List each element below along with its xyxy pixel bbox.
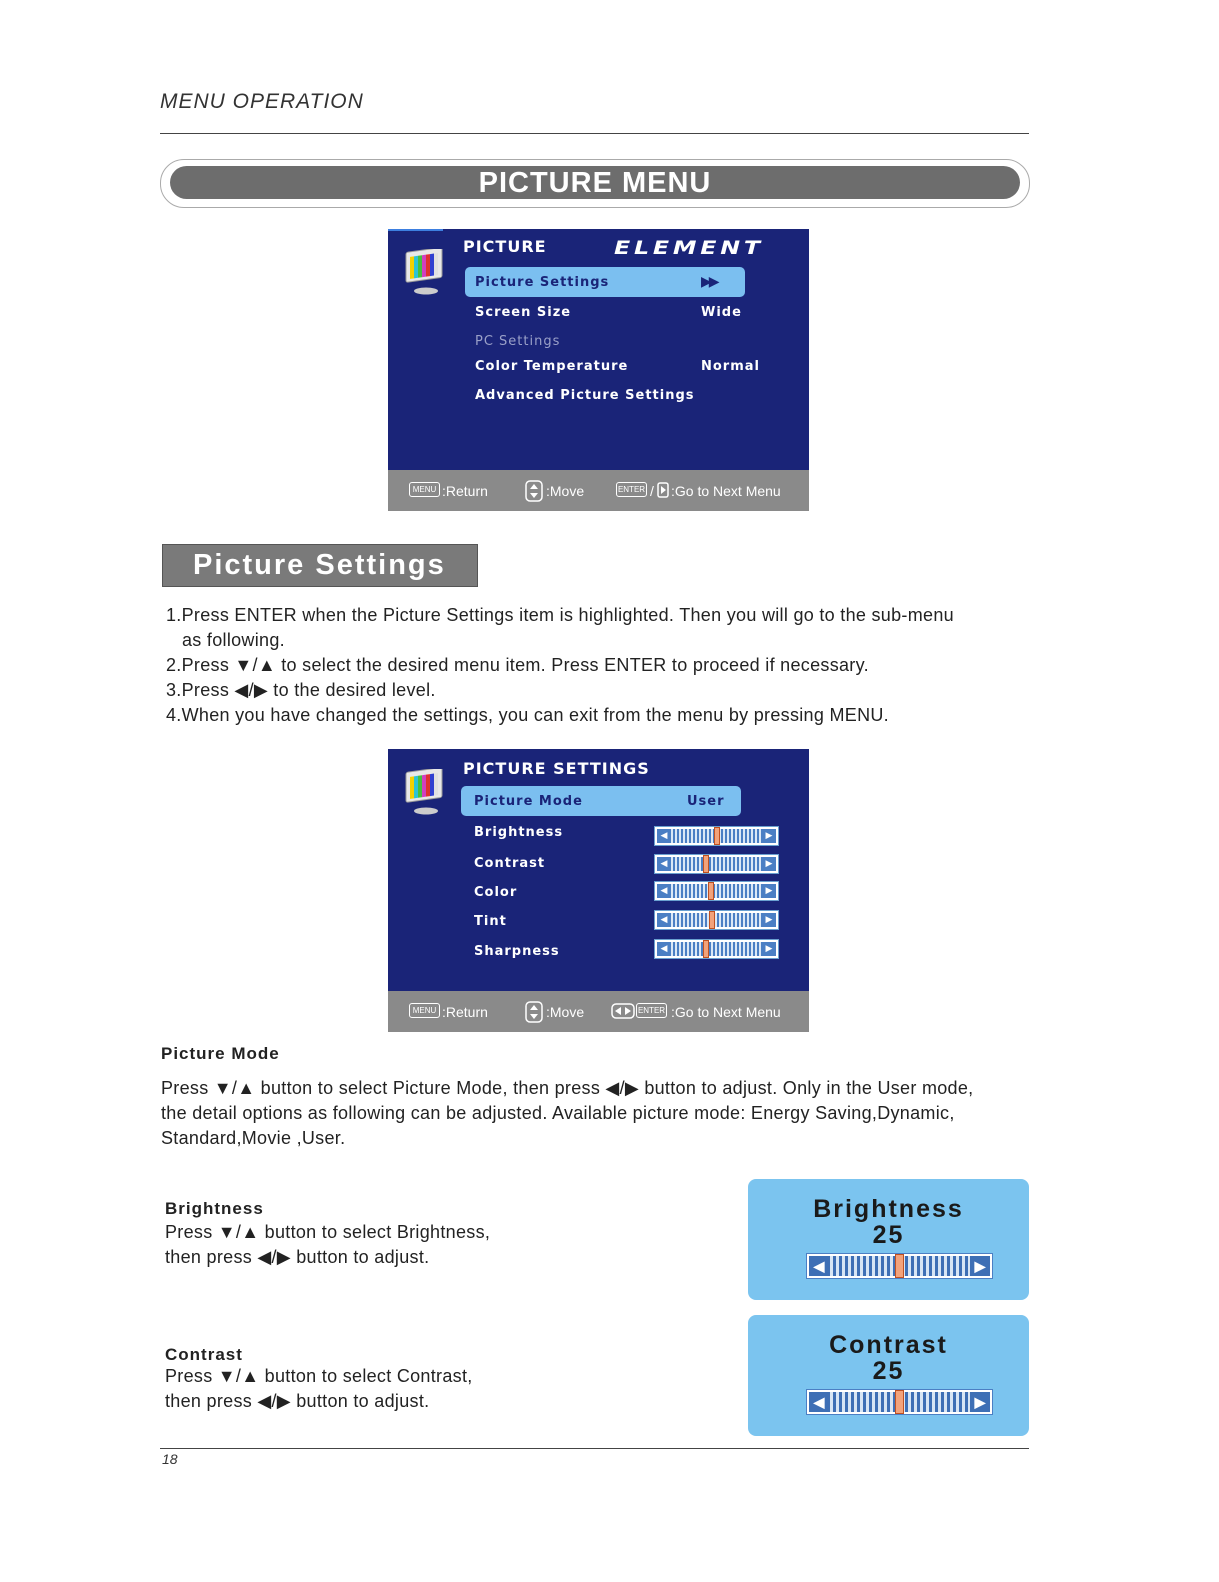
picture-mode-line-1: Press ▼/▲ button to select Picture Mode, then press ◀/▶ button to adjust. Only in the User mode, [161, 1078, 974, 1098]
enter-key-icon: ENTER [616, 482, 647, 497]
osd-footer [388, 470, 809, 511]
brightness-popup [748, 1179, 1029, 1300]
picture-settings-screen [388, 749, 809, 1032]
menu-item-color-temperature[interactable]: Color Temperature [475, 359, 629, 374]
contrast-popup-value: 25 [872, 1357, 905, 1385]
page-number: 18 [162, 1451, 178, 1467]
sharpness-slider[interactable]: ◀ ▶ [654, 939, 779, 959]
contrast-slider[interactable]: ◀ ▶ [654, 854, 779, 874]
instruction-4: 4.When you have changed the settings, you can exit from the menu by pressing MENU. [166, 705, 889, 725]
brand-logo: ELEMENT [614, 237, 764, 259]
instruction-2: 2.Press ▼/▲ to select the desired menu item. Press ENTER to proceed if necessary. [166, 655, 869, 675]
osd-footer [388, 991, 809, 1032]
brightness-line-1: Press ▼/▲ button to select Brightness, [165, 1222, 491, 1242]
osd-title: PICTURE [463, 237, 547, 256]
monitor-icon [402, 769, 448, 819]
enter-key-icon: ENTER [636, 1003, 667, 1018]
menu-key-icon: MENU [409, 482, 440, 497]
brightness-heading: Brightness [165, 1199, 264, 1218]
footer-return: :Return [442, 483, 488, 499]
picture-mode-value: User [687, 794, 725, 809]
menu-item-picture-mode[interactable]: Picture Mode [474, 794, 583, 809]
brightness-popup-title: Brightness [813, 1195, 964, 1223]
footer-next: :Go to Next Menu [671, 1004, 781, 1020]
color-temperature-value: Normal [701, 359, 760, 374]
footer-next: :Go to Next Menu [671, 483, 781, 499]
contrast-line-2: then press ◀/▶ button to adjust. [165, 1391, 430, 1411]
picture-menu-banner: PICTURE MENU [170, 166, 1020, 199]
picture-menu-screen [388, 229, 809, 511]
menu-item-brightness[interactable]: Brightness [474, 825, 564, 840]
menu-item-pc-settings: PC Settings [475, 334, 561, 349]
menu-item-contrast[interactable]: Contrast [474, 856, 546, 871]
menu-item-advanced-picture-settings[interactable]: Advanced Picture Settings [475, 388, 695, 403]
tab-indicator [388, 229, 443, 231]
left-right-key-icon [611, 1003, 635, 1019]
up-down-key-icon [525, 1001, 543, 1023]
slider-thumb[interactable] [709, 911, 715, 929]
slider-thumb[interactable] [895, 1390, 904, 1414]
contrast-popup-title: Contrast [829, 1331, 948, 1359]
contrast-popup-slider[interactable]: ◀ ▶ [806, 1389, 993, 1415]
slider-thumb[interactable] [714, 827, 720, 845]
slider-thumb[interactable] [703, 855, 709, 873]
menu-item-screen-size[interactable]: Screen Size [475, 305, 572, 320]
picture-settings-heading: Picture Settings [162, 544, 478, 587]
footer-slash: / [650, 483, 654, 499]
slider-thumb[interactable] [703, 940, 709, 958]
color-slider[interactable]: ◀ ▶ [654, 881, 779, 901]
header-divider [160, 133, 1029, 134]
right-key-icon [657, 482, 669, 498]
footer-move: :Move [546, 1004, 585, 1020]
contrast-heading: Contrast [165, 1345, 243, 1364]
footer-divider [160, 1448, 1029, 1449]
up-down-key-icon [525, 480, 543, 502]
instruction-1: 1.Press ENTER when the Picture Settings item is highlighted. Then you will go to the sub-menu [166, 605, 954, 625]
menu-item-color[interactable]: Color [474, 885, 518, 900]
forward-icon: ▶▶ [701, 274, 717, 290]
brightness-popup-slider[interactable]: ◀ ▶ [806, 1253, 993, 1279]
slider-thumb[interactable] [708, 882, 714, 900]
tint-slider[interactable]: ◀ ▶ [654, 910, 779, 930]
slider-thumb[interactable] [895, 1254, 904, 1278]
picture-mode-line-2: the detail options as following can be adjusted. Available picture mode: Energy Saving,Dynamic, [161, 1103, 955, 1123]
menu-item-picture-settings[interactable]: Picture Settings [475, 275, 610, 290]
picture-mode-line-3: Standard,Movie ,User. [161, 1128, 346, 1148]
osd-title: PICTURE SETTINGS [463, 759, 650, 778]
footer-move: :Move [546, 483, 585, 499]
contrast-line-1: Press ▼/▲ button to select Contrast, [165, 1366, 473, 1386]
menu-item-tint[interactable]: Tint [474, 914, 507, 929]
brightness-slider[interactable]: ◀ ▶ [654, 826, 779, 846]
screen-size-value: Wide [701, 305, 742, 320]
instruction-1-cont: as following. [182, 630, 285, 650]
instruction-3: 3.Press ◀/▶ to the desired level. [166, 680, 436, 700]
monitor-icon [402, 249, 448, 299]
menu-item-sharpness[interactable]: Sharpness [474, 944, 560, 959]
brightness-popup-value: 25 [872, 1221, 905, 1249]
picture-mode-heading: Picture Mode [161, 1044, 280, 1063]
section-header-title: MENU OPERATION [160, 90, 364, 113]
contrast-popup [748, 1315, 1029, 1436]
menu-key-icon: MENU [409, 1003, 440, 1018]
brightness-line-2: then press ◀/▶ button to adjust. [165, 1247, 430, 1267]
footer-return: :Return [442, 1004, 488, 1020]
